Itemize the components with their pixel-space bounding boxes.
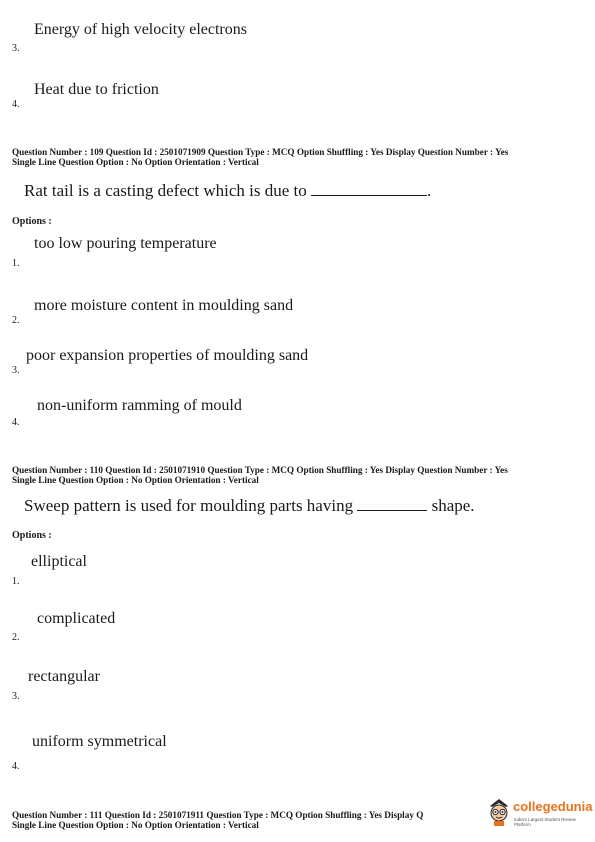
collegedunia-brand: collegedunia bbox=[513, 799, 593, 814]
q109-option-2-number: 2. bbox=[12, 315, 20, 326]
q109-option-1-text[interactable]: too low pouring temperature bbox=[34, 235, 217, 252]
q109-option-1-number: 1. bbox=[12, 258, 20, 269]
q109-question-text-before: Rat tail is a casting defect which is due to bbox=[24, 181, 312, 200]
q110-option-2-text[interactable]: complicated bbox=[37, 610, 116, 627]
q110-question-text bbox=[24, 496, 475, 516]
prev-option-4-number: 4. bbox=[12, 99, 20, 110]
prev-option-3-number: 3. bbox=[12, 43, 20, 54]
q110-option-1-number: 1. bbox=[12, 576, 20, 587]
q109-answer-blank bbox=[311, 194, 427, 196]
q109-option-3-text[interactable]: poor expansion properties of moulding sand bbox=[26, 347, 309, 364]
q109-options-label: Options : bbox=[12, 216, 52, 227]
q111-meta-line-1: Question Number : 111 Question Id : 2501071911 Question Type : MCQ Option Shuffling : Yes Display Q bbox=[12, 810, 424, 820]
prev-option-4-text: Heat due to friction bbox=[34, 81, 159, 98]
q109-option-4-number: 4. bbox=[12, 417, 20, 428]
q110-answer-blank bbox=[357, 509, 427, 511]
q110-option-3-text[interactable]: rectangular bbox=[28, 668, 100, 685]
q109-option-2-text[interactable]: more moisture content in moulding sand bbox=[34, 297, 294, 314]
q109-question-text bbox=[24, 181, 431, 201]
q111-meta-line-2: Single Line Question Option : No Option Orientation : Vertical bbox=[12, 820, 259, 830]
q109-option-4-text[interactable]: non-uniform ramming of mould bbox=[37, 397, 242, 414]
prev-option-3-text: Energy of high velocity electrons bbox=[34, 21, 247, 38]
q110-meta-line-1: Question Number : 110 Question Id : 2501071910 Question Type : MCQ Option Shuffling : Yes Display Question Number : Yes bbox=[12, 465, 508, 475]
q110-options-label: Options : bbox=[12, 530, 52, 541]
q109-meta-line-2: Single Line Question Option : No Option Orientation : Vertical bbox=[12, 157, 259, 167]
collegedunia-tagline: India's Largest Student Review Platform bbox=[514, 817, 576, 827]
q110-option-4-text[interactable]: uniform symmetrical bbox=[32, 733, 167, 750]
q110-question-text-after: shape. bbox=[427, 496, 475, 515]
q110-option-1-text[interactable]: elliptical bbox=[31, 553, 87, 570]
q110-option-2-number: 2. bbox=[12, 632, 20, 643]
collegedunia-logo bbox=[487, 796, 591, 830]
mascot-icon bbox=[487, 797, 511, 827]
q110-question-text-before: Sweep pattern is used for moulding parts having bbox=[24, 496, 358, 515]
q110-option-4-number: 4. bbox=[12, 761, 20, 772]
q109-option-3-number: 3. bbox=[12, 365, 20, 376]
q109-meta-line-1: Question Number : 109 Question Id : 2501071909 Question Type : MCQ Option Shuffling : Yes Display Question Number : Yes bbox=[12, 147, 509, 157]
q110-meta-line-2: Single Line Question Option : No Option Orientation : Vertical bbox=[12, 475, 259, 485]
q110-option-3-number: 3. bbox=[12, 691, 20, 702]
q109-question-text-after: . bbox=[427, 181, 432, 200]
